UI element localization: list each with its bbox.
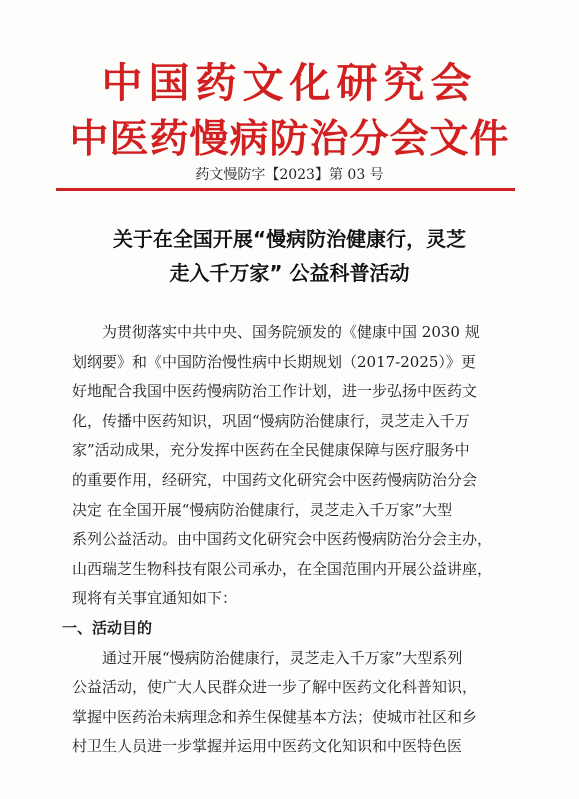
body-line: 掌握中医药治未病理念和养生保健基本方法；使城市社区和乡: [72, 707, 478, 726]
body-line: 村卫生人员进一步掌握并运用中医药文化知识和中医特色医: [72, 737, 463, 756]
red-divider-rule: [56, 188, 515, 191]
document-body: [62, 318, 512, 762]
issuer-name-line-2: 中医药慢病防治分会文件: [69, 116, 510, 162]
section-heading: 一、活动目的: [62, 618, 153, 637]
body-line: 的重要作用，经研究，中国药文化研究会中医药慢病防治分会: [72, 470, 478, 489]
body-line: 通过开展“慢病防治健康行，灵芝走入千万家”大型系列: [102, 648, 463, 667]
issuer-name-line-1: 中国药文化研究会: [101, 59, 478, 107]
body-line: 好地配合我国中医药慢病防治工作计划，进一步弘扬中医药文: [72, 382, 478, 401]
title-line-1: 关于在全国开展“慢病防治健康行，灵芝: [112, 227, 467, 251]
title-line-2: 走入千万家” 公益科普活动: [169, 261, 410, 285]
body-line: 家”活动成果，充分发挥中医药在全民健康保障与医疗服务中: [72, 441, 470, 460]
body-line: 决定 在全国开展“慢病防治健康行，灵芝走入千万家”大型: [72, 500, 453, 519]
body-line: 划纲要》和《中国防治慢性病中长期规划（2017-2025）》更: [72, 352, 476, 371]
document-number: 药文慢防字【2023】第 03 号: [195, 167, 384, 183]
body-line: 系列公益活动。由中国药文化研究会中医药慢病防治分会主办，: [72, 530, 493, 549]
body-line: 化，传播中医药知识，巩固“慢病防治健康行，灵芝走入千万: [72, 411, 470, 430]
body-line: 为贯彻落实中共中央、国务院颁发的《健康中国 2030 规: [102, 323, 480, 341]
body-line: 山西瑞芝生物科技有限公司承办，在全国范围内开展公益讲座，: [72, 559, 493, 578]
document-title: [0, 222, 579, 290]
body-line: 公益活动，使广大人民群众进一步了解中医药文化科普知识，: [72, 678, 478, 697]
body-line: 现将有关事宜通知如下：: [72, 589, 238, 608]
